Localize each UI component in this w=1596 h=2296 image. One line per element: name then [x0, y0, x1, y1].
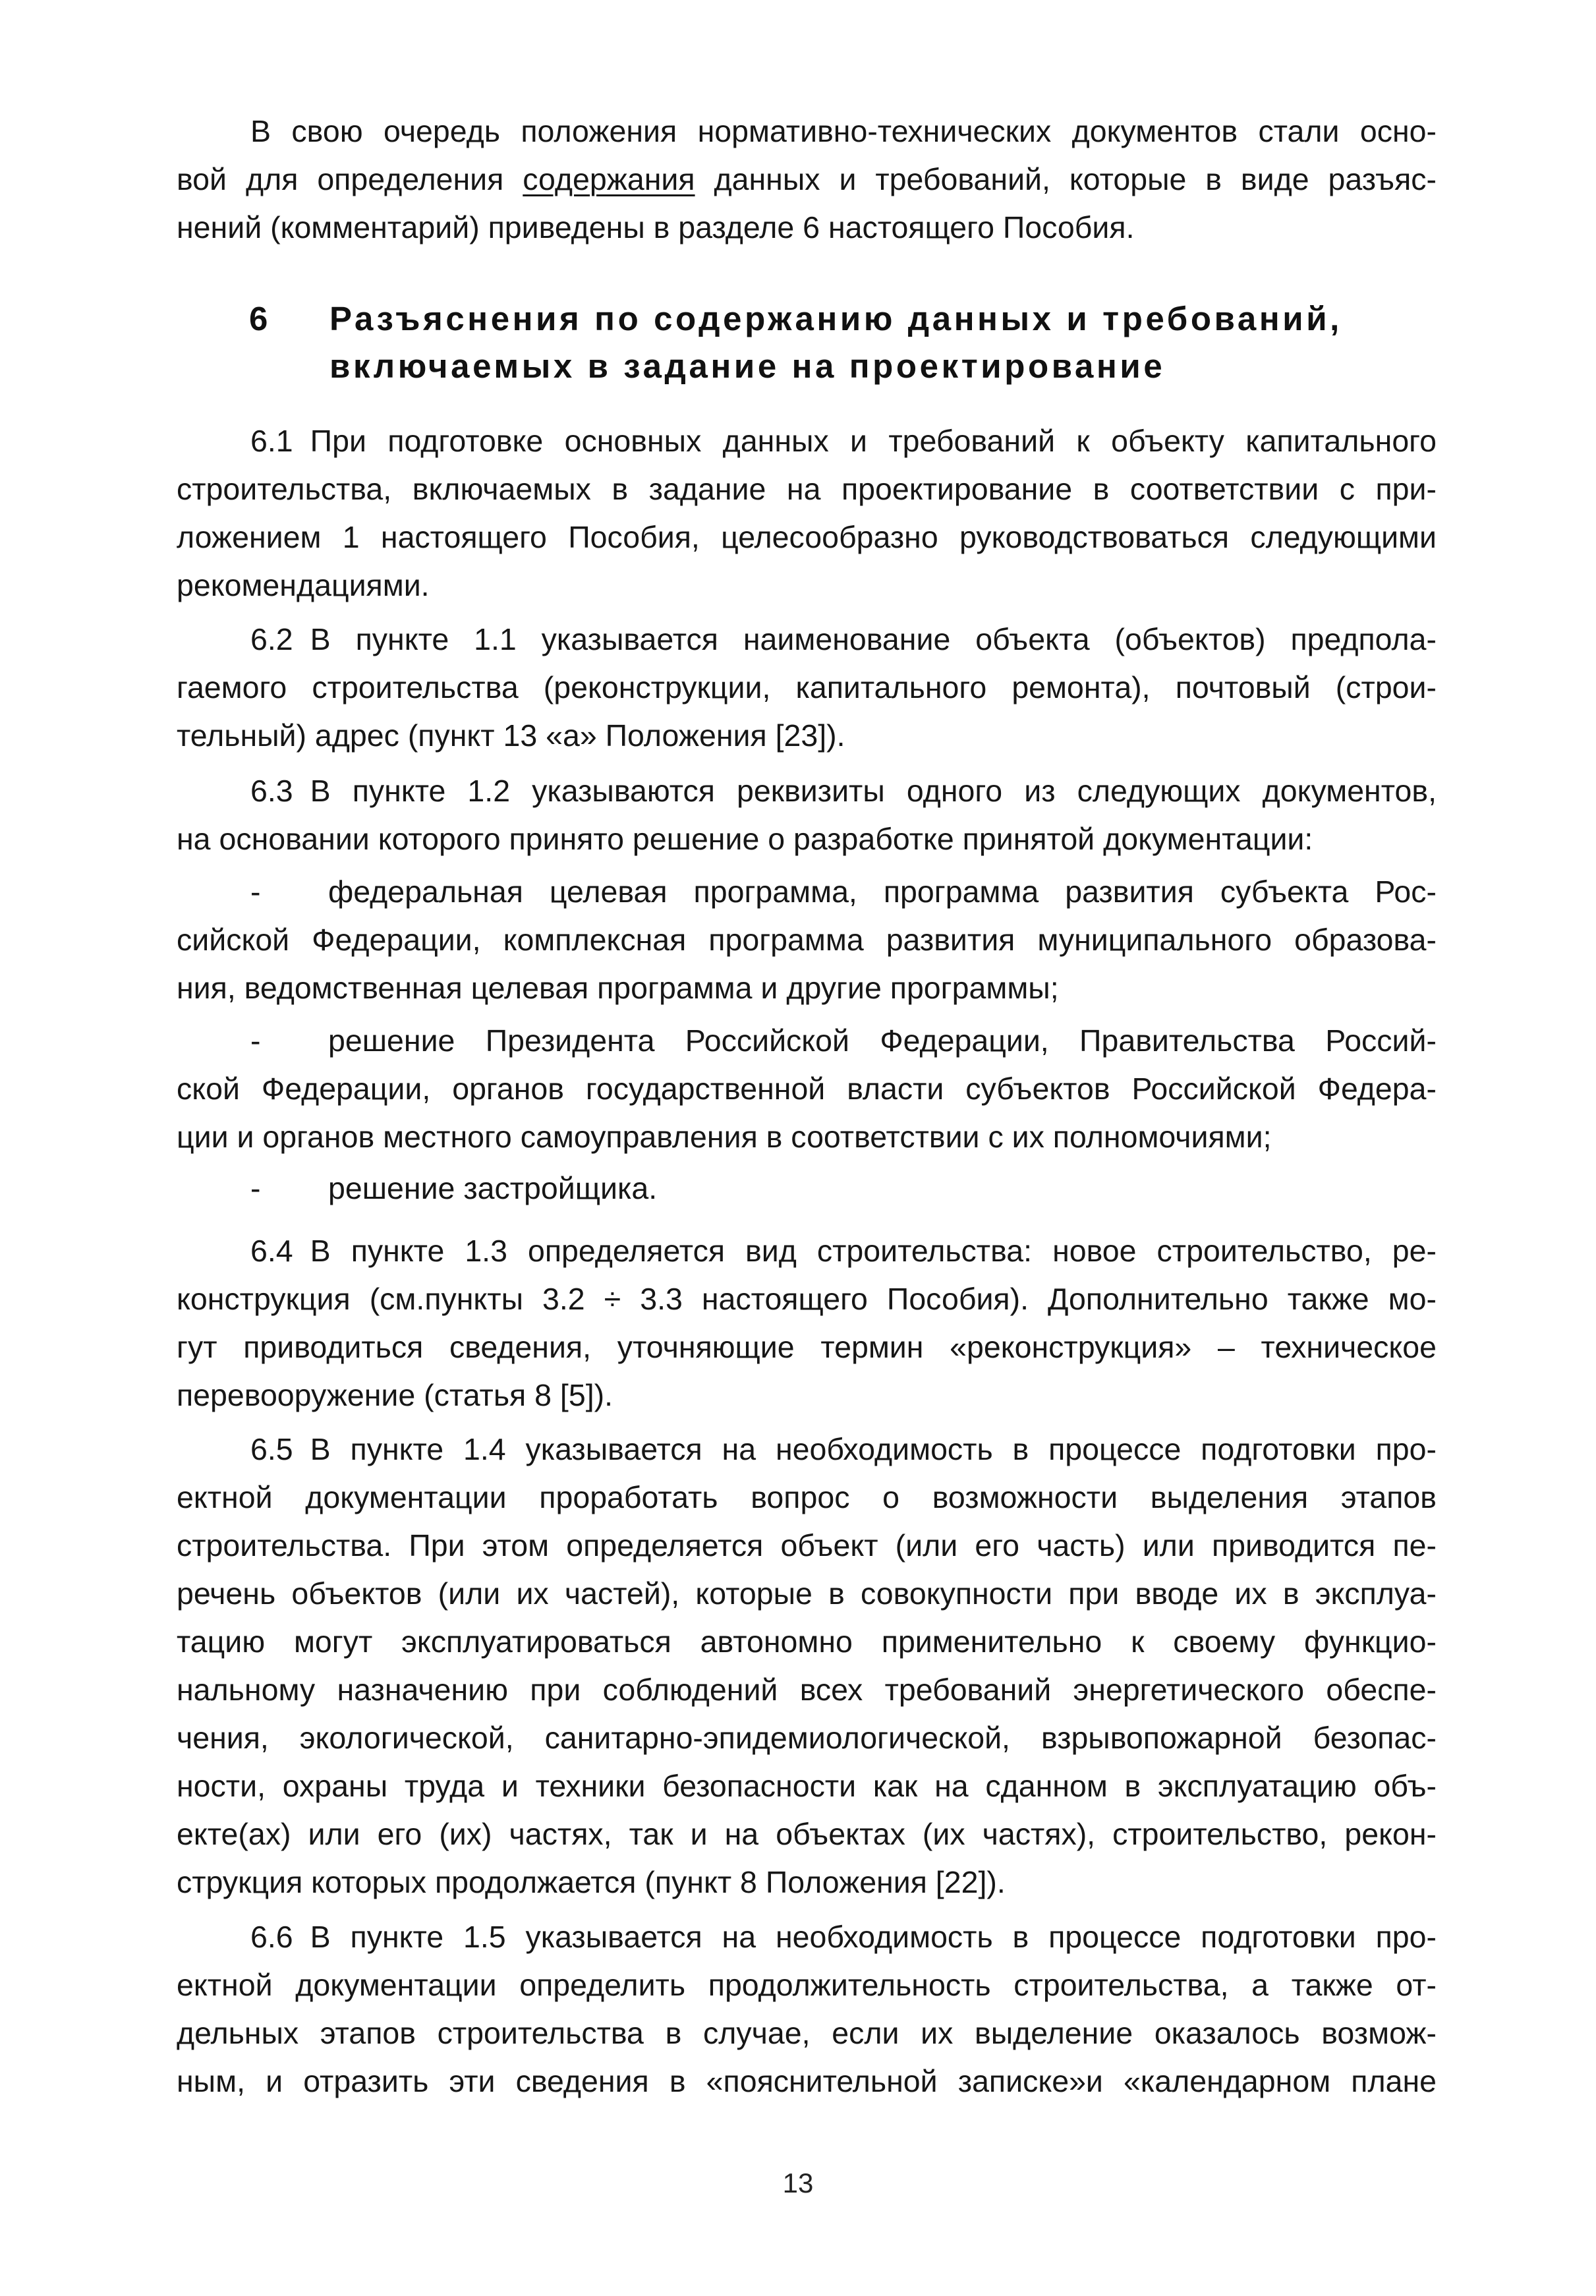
para-line: 6.3 В пункте 1.2 указываются реквизиты одного из следующих документов, — [250, 774, 1437, 808]
bullet-dash: - — [250, 875, 261, 909]
paragraph-6-4 — [177, 1227, 1437, 1420]
para-line: струкция которых продолжается (пункт 8 Положения [22]). — [177, 1865, 1006, 1899]
para-line: ектной документации проработать вопрос о возможности выделения этапов — [177, 1480, 1437, 1514]
para-number: 6.5 — [250, 1432, 293, 1466]
bullet-line: ния, ведомственная целевая программа и другие программы; — [177, 971, 1059, 1005]
page-number: 13 — [782, 2167, 814, 2198]
bullet-line: решение застройщика. — [328, 1171, 658, 1205]
paragraph-6-6 — [177, 1913, 1437, 2106]
bullet-item — [177, 1164, 1437, 1213]
para-line: тельный) адрес (пункт 13 «а» Положения [23]). — [177, 718, 845, 753]
para-line: тацию могут эксплуатироваться автономно применительно к своему функцио- — [177, 1624, 1437, 1659]
bullet-line: федеральная целевая программа, программа развития субъекта Рос- — [328, 875, 1437, 909]
para-line: 6.2 В пункте 1.1 указывается наименование объекта (объектов) предпола- — [250, 622, 1437, 656]
bullet-item — [177, 1017, 1437, 1161]
bullet-line: сийской Федерации, комплексная программа развития муниципального образова- — [177, 923, 1437, 957]
para-line: 6.1 При подготовке основных данных и требований к объекту капитального — [250, 424, 1437, 458]
bullet-line: ции и органов местного самоуправления в соответствии с их полномочиями; — [177, 1120, 1272, 1154]
para-number: 6.2 — [250, 622, 293, 656]
para-line: на основании которого принято решение о разработке принятой документации: — [177, 822, 1313, 856]
para-line: ности, охраны труда и техники безопасности как на сданном в эксплуатацию объ- — [177, 1769, 1437, 1803]
paragraph-6-3 — [177, 767, 1437, 863]
para-line: рекомендациями. — [177, 568, 430, 602]
para-line: гаемого строительства (реконструкции, капитального ремонта), почтовый (строи- — [177, 670, 1437, 704]
para-line: перевооружение (статья 8 [5]). — [177, 1378, 613, 1412]
para-number: 6.6 — [250, 1920, 293, 1954]
intro-line: В свою очередь положения нормативно-технических документов стали осно- — [250, 114, 1437, 148]
section-number: 6 — [249, 300, 268, 337]
para-line: ным, и отразить эти сведения в «пояснительной записке»и «календарном плане — [177, 2064, 1437, 2098]
para-line: 6.5 В пункте 1.4 указывается на необходимость в процессе подготовки про- — [250, 1432, 1437, 1466]
para-line: 6.6 В пункте 1.5 указывается на необходимость в процессе подготовки про- — [250, 1920, 1437, 1954]
para-number: 6.1 — [250, 424, 293, 458]
para-line: дельных этапов строительства в случае, если их выделение оказалось возмож- — [177, 2016, 1437, 2050]
para-line: конструкция (см.пункты 3.2 ÷ 3.3 настоящего Пособия). Дополнительно также мо- — [177, 1282, 1437, 1316]
para-line: нальному назначению при соблюдений всех требований энергетического обеспе- — [177, 1673, 1437, 1707]
intro-line: нений (комментарий) приведены в разделе 6 настоящего Пособия. — [177, 210, 1135, 244]
bullet-line: ской Федерации, органов государственной власти субъектов Российской Федера- — [177, 1072, 1437, 1106]
section-title-line: включаемых в задание на проектирование — [329, 347, 1166, 385]
paragraph-6-1 — [177, 417, 1437, 610]
section-title — [329, 295, 1437, 390]
para-line: гут приводиться сведения, уточняющие термин «реконструкция» – техническое — [177, 1330, 1437, 1364]
para-line: строительства. При этом определяется объект (или его часть) или приводится пе- — [177, 1528, 1437, 1563]
para-line: 6.4 В пункте 1.3 определяется вид строительства: новое строительство, ре- — [250, 1234, 1437, 1268]
para-line: екте(ах) или его (их) частях, так и на объектах (их частях), строительство, рекон- — [177, 1817, 1437, 1851]
para-number: 6.3 — [250, 774, 293, 808]
paragraph-6-5 — [177, 1425, 1437, 1907]
intro-paragraph — [177, 107, 1437, 252]
section-title-line: Разъяснения по содержанию данных и требований, — [329, 300, 1342, 337]
para-line: чения, экологической, санитарно-эпидемиологической, взрывопожарной безопас- — [177, 1721, 1437, 1755]
underlined-word: содержания — [523, 162, 695, 196]
para-line: строительства, включаемых в задание на проектирование в соответствии с при- — [177, 472, 1437, 506]
para-line: ложением 1 настоящего Пособия, целесообразно руководствоваться следующими — [177, 520, 1437, 554]
bullet-line: решение Президента Российской Федерации, Правительства Россий- — [328, 1023, 1437, 1058]
para-number: 6.4 — [250, 1234, 293, 1268]
intro-line: вой для определения содержания данных и требований, которые в виде разъяс- — [177, 162, 1437, 196]
bullet-item — [177, 868, 1437, 1012]
bullet-dash: - — [250, 1023, 261, 1058]
para-line: ектной документации определить продолжительность строительства, а также от- — [177, 1968, 1437, 2002]
bullet-dash: - — [250, 1171, 261, 1205]
para-line: речень объектов (или их частей), которые в совокупности при вводе их в эксплуа- — [177, 1576, 1437, 1611]
paragraph-6-2 — [177, 616, 1437, 760]
